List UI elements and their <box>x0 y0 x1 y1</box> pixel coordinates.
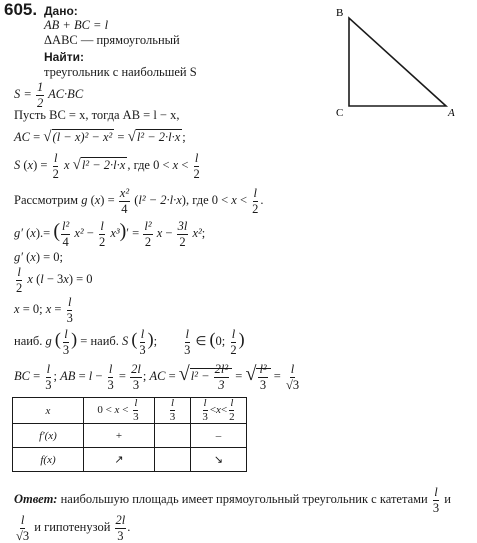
vertex-a-label: A <box>448 107 455 119</box>
derivative-line: g′ (x).= ( $\frac{\text{l²}}{4}$ x² − $\frac{l}{2}$ x³)′ = $\frac{\text{l²}}{2}$ x − $\frac{3l}{2}$ x²; <box>14 219 206 249</box>
cell-f-2 <box>155 448 191 472</box>
answer-label: Ответ: <box>14 491 58 506</box>
cell-interval-2: $\frac{l}{3}$ <x< $\frac{l}{2}$ <box>191 398 247 424</box>
let-line: Пусть BC = x, тогда AB = l − x, <box>14 108 180 122</box>
eq-line: $\frac{l}{2}$ x (l − 3x) = 0 <box>16 265 93 295</box>
given-line-2: ΔABC — прямоугольный <box>44 33 180 47</box>
triangle-shape <box>349 18 446 106</box>
cell-interval-1: 0 < x < $\frac{l}{3}$ <box>84 398 155 424</box>
ac-line: AC = √(l − x)² − x² = √l² − 2·l·x ; <box>14 129 186 145</box>
cell-fprime-2 <box>155 424 191 448</box>
fraction-l-2: $\frac{l}{2}$ <box>52 151 59 181</box>
find-label: Найти: <box>44 50 84 64</box>
cell-fprime-1: + <box>84 424 155 448</box>
result-line: BC = $\frac{l}{3}$ ; AB = l − $\frac{l}{3}$ = $\frac{2l}{3}$ ; AC = √l² − $\frac{\text{2l²}}{3}$ = √ $\frac{\text{l²}}{3}$ = $\frac{l}{√3}$ <box>14 362 300 392</box>
fraction-half: $\frac{1}{2}$ <box>36 80 44 110</box>
consider-line: Рассмотрим g (x) = $\frac{\text{x²}}{4}$ (l² − 2·l·x), где 0 < x < $\frac{l}{2}$ . <box>14 186 264 216</box>
cell-fprime-3: – <box>191 424 247 448</box>
cell-f-3: ↘ <box>191 448 247 472</box>
table-row-fprime <box>13 424 247 448</box>
variation-table <box>12 397 247 472</box>
given-label: Дано: <box>44 4 78 18</box>
zero-line: g′ (x) = 0; <box>14 250 64 264</box>
given-line-1: AB + BC = l <box>44 18 109 32</box>
cell-critical-point: $\frac{l}{3}$ <box>155 398 191 424</box>
find-text: треугольник с наибольшей S <box>44 65 197 79</box>
table-row-f <box>13 448 247 472</box>
triangle-figure <box>330 0 475 125</box>
roots-line: x = 0; x = $\frac{l}{3}$ <box>14 295 73 325</box>
vertex-b-label: B <box>336 7 344 19</box>
problem-number: 605. <box>4 0 38 19</box>
cell-x-header: x <box>13 398 84 424</box>
answer-block: Ответ: наибольшую площадь имеет прямоугольный треугольник с катетами $\frac{l}{3}$ и $\frac{l}{√3}$ и гипотенузой $\frac{2l}{3}$ . <box>14 485 451 543</box>
cell-f-header: f(x) <box>13 448 84 472</box>
area-formula: S = $\frac{1}{2}$ AC·BC <box>14 80 84 110</box>
vertex-c-label: C <box>336 107 344 119</box>
table-row-x <box>13 398 247 424</box>
s-line: S (x) = $\frac{l}{2}$ x √l² − 2·l·x , где 0 < x < $\frac{l}{2}$ <box>14 151 200 181</box>
cell-fprime-header: f′(x) <box>13 424 84 448</box>
max-line: наиб. g ( $\frac{l}{3}$ ) = наиб. S ( $\frac{l}{3}$ ); $\frac{l}{3}$ ∈ (0; $\frac{l}{2}$ ) <box>14 327 245 357</box>
cell-f-1: ↗ <box>84 448 155 472</box>
